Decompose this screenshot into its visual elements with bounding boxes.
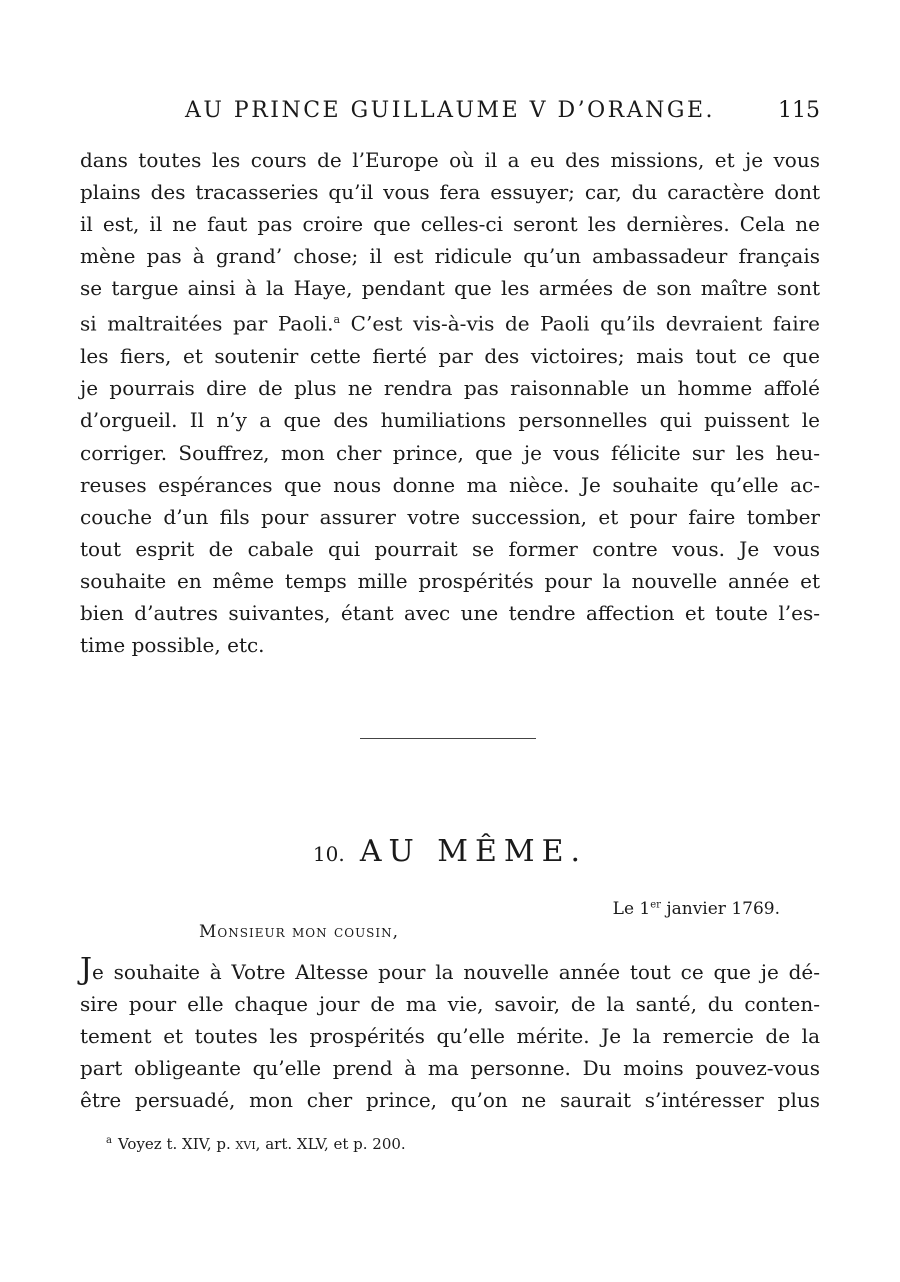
salutation: Monsieur mon cousin, (199, 922, 400, 942)
text-line: bien d’autres suivantes, étant avec une tendre affection et toute l’es- (80, 600, 820, 625)
text-line: être persuadé, mon cher prince, qu’on ne saurait s’intéresser plus (80, 1088, 820, 1113)
text-line: plains des tracasseries qu’il vous fera essuyer; car, du caractère dont (80, 180, 820, 205)
date-suffix: janvier 1769. (666, 899, 780, 919)
text-line: il est, il ne faut pas croire que celles-ci seront les dernières. Cela ne (80, 212, 820, 237)
running-head (80, 98, 820, 128)
text-fragment: C’est vis-à-vis de Paoli qu’ils devraient faire (350, 312, 821, 337)
text-line: tement et toutes les prospérités qu’elle mérite. Je la remercie de la (80, 1024, 820, 1049)
footnote-roman-numeral: xvi (235, 1135, 256, 1153)
letter-body-text (80, 952, 820, 1116)
text-line: reuses espérances que nous donne ma nièce. Je souhaite qu’elle ac- (80, 472, 820, 497)
first-text-line (80, 952, 820, 988)
text-line: couche d’un fils pour assurer votre succession, et pour faire tomber (80, 504, 820, 529)
letter-title: AU MÊME. (359, 834, 588, 869)
text-line: je pourrais dire de plus ne rendra pas raisonnable un homme affolé (80, 376, 820, 401)
text-line: les fiers, et soutenir cette fierté par des victoires; mais tout ce que (80, 344, 820, 369)
text-line: sire pour elle chaque jour de ma vie, savoir, de la santé, du conten- (80, 992, 820, 1017)
text-line: tout esprit de cabale qui pourrait se former contre vous. Je vous (80, 536, 820, 561)
text-line: souhaite en même temps mille prospérités pour la nouvelle année et (80, 568, 820, 593)
text-line: mène pas à grand’ chose; il est ridicule qu’un ambassadeur français (80, 244, 820, 269)
text-line: se targue ainsi à la Haye, pendant que les armées de son maître sont (80, 276, 820, 301)
text-fragment: si maltraitées par Paoli. (80, 312, 334, 337)
footnote-marker: a (106, 1135, 112, 1146)
text-line: dans toutes les cours de l’Europe où il a eu des missions, et je vous (80, 148, 820, 172)
footnote-text: Voyez t. XIV, p. (117, 1135, 231, 1153)
text-line: time possible, etc. (80, 633, 265, 658)
date-prefix: Le 1 (612, 899, 651, 919)
text-line: corriger. Souffrez, mon cher prince, que je vous félicite sur les heu- (80, 440, 820, 465)
footnote-marker: a (333, 313, 341, 327)
drop-cap: J (80, 952, 93, 987)
footnote-text: , art. XLV, et p. 200. (255, 1135, 406, 1153)
letter-number: 10. (312, 842, 345, 866)
text-line: part obligeante qu’elle prend à ma personne. Du moins pouvez-vous (80, 1056, 820, 1081)
footnote (106, 1135, 406, 1153)
dateline (613, 899, 780, 919)
date-ordinal: er (650, 899, 661, 911)
text-fragment: e souhaite à Votre Altesse pour la nouvelle année tout ce que je dé- (92, 960, 820, 984)
section-separator (360, 738, 536, 739)
running-title: AU PRINCE GUILLAUME V D’ORANGE. (184, 98, 716, 123)
text-line-with-footnote (80, 304, 820, 340)
previous-letter-text (80, 144, 820, 661)
page-number: 115 (778, 98, 820, 123)
text-line: d’orgueil. Il n’y a que des humiliations personnelles qui puissent le (80, 408, 820, 433)
letter-heading (0, 834, 900, 869)
